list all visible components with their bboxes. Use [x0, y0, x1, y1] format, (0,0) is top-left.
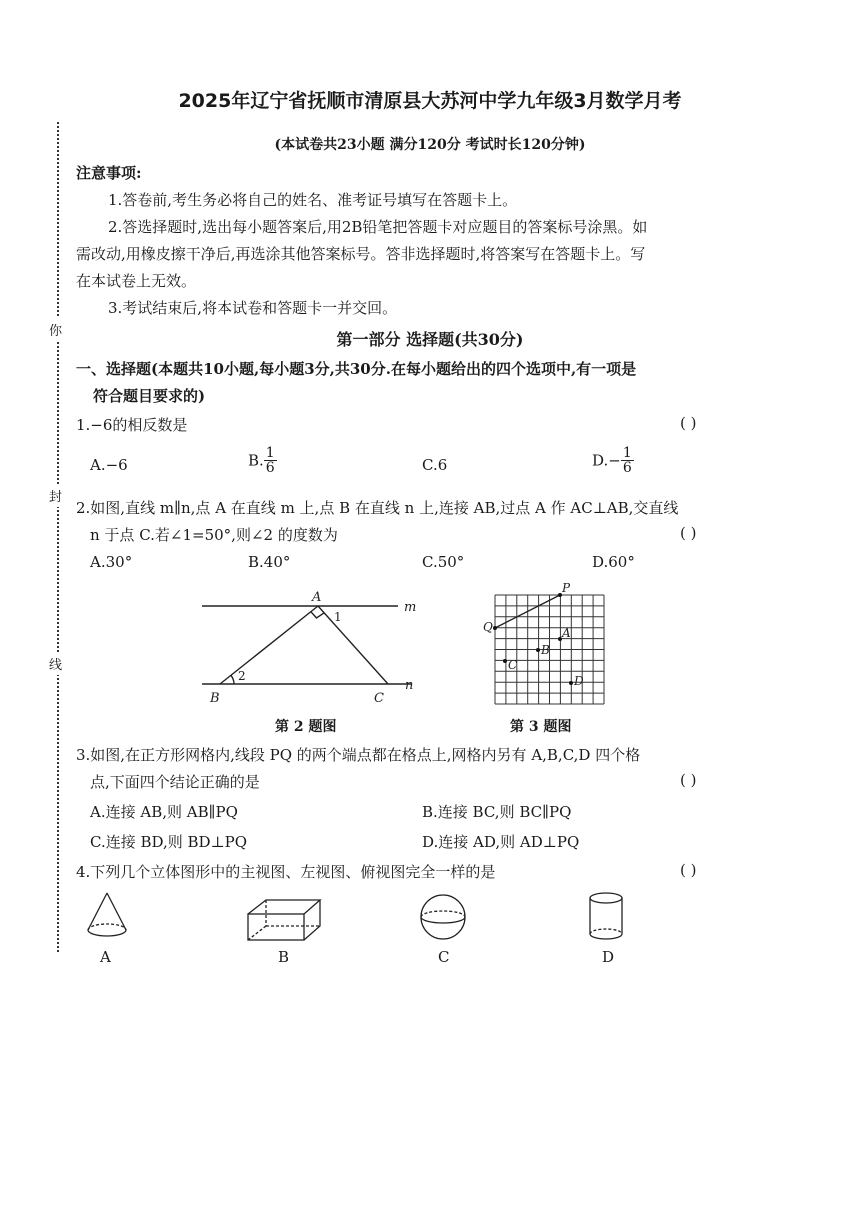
fraction-numerator: 1 [265, 445, 275, 461]
question-1-stem: 1.−6的相反数是 [76, 416, 188, 434]
fraction-denominator: 6 [622, 460, 632, 476]
section-instructions: 一、选择题(本题共10小题,每小题3分,共30分.在每小题给出的四个选项中,有一项是 [76, 360, 637, 378]
part1-heading: 第一部分 选择题(共30分) [336, 330, 524, 349]
answer-parenthesis: ( ) [680, 524, 697, 542]
point-b [536, 648, 540, 652]
right-angle-mark [311, 612, 324, 618]
point-label-d: D [574, 674, 584, 688]
notice-line: 1.答卷前,考生务必将自己的姓名、准考证号填写在答题卡上。 [108, 191, 518, 209]
q1-option-d-prefix: D.− [592, 451, 621, 470]
fraction [264, 446, 277, 475]
line-label-m: m [404, 600, 417, 615]
point-label-c: C [508, 658, 518, 672]
q1-option-b [248, 446, 277, 475]
line-label-n: n [405, 678, 414, 693]
notice-heading: 注意事项: [76, 164, 142, 182]
fraction [621, 446, 634, 475]
question-2-stem: 2.如图,直线 m∥n,点 A 在直线 m 上,点 B 在直线 n 上,连接 AB,过点 A 作 AC⊥AB,交直线 [76, 499, 679, 517]
cone-icon [84, 890, 130, 942]
notice-line: 在本试卷上无效。 [76, 272, 197, 290]
point-label-c: C [374, 691, 384, 706]
point-label-b: B [210, 691, 220, 706]
exam-subtitle: (本试卷共23小题 满分120分 考试时长120分钟) [274, 137, 586, 153]
margin-label: 线 [49, 652, 62, 675]
answer-parenthesis: ( ) [680, 771, 697, 789]
q4-option-b-label: B [278, 948, 290, 966]
point-c [503, 659, 507, 663]
q2-option-a: A.30° [90, 553, 133, 571]
answer-parenthesis: ( ) [680, 861, 697, 879]
point-label-a: A [562, 626, 571, 640]
question-2-stem: n 于点 C.若∠1=50°,则∠2 的度数为 [90, 526, 338, 544]
angle-2-arc [231, 675, 234, 684]
q4-option-c-label: C [438, 948, 450, 966]
q4-option-a-label: A [100, 948, 111, 966]
angle-label-1: 1 [334, 610, 342, 624]
cuboid-icon [244, 896, 324, 944]
binding-dotted-line [57, 122, 59, 952]
q2-option-d: D.60° [592, 553, 635, 571]
cylinder-icon [586, 890, 626, 944]
question-3-stem: 3.如图,在正方形网格内,线段 PQ 的两个端点都在格点上,网格内另有 A,B,C,D 四个格 [76, 746, 641, 764]
q4-option-d-label: D [602, 948, 615, 966]
q1-option-b-prefix: B. [248, 451, 264, 470]
fraction-denominator: 6 [265, 460, 275, 476]
segment-ab [220, 606, 318, 684]
point-label-a: A [312, 590, 322, 605]
notice-line: 需改动,用橡皮擦干净后,再选涂其他答案标号。答非选择题时,将答案写在答题卡上。写 [76, 245, 646, 263]
q1-option-d [592, 446, 634, 475]
point-q [493, 626, 497, 630]
answer-parenthesis: ( ) [680, 414, 697, 432]
question-3-stem: 点,下面四个结论正确的是 [90, 773, 260, 791]
q1-option-a: A.−6 [90, 456, 128, 474]
figure-2-caption: 第 2 题图 [275, 719, 337, 735]
point-label-b: B [541, 643, 550, 657]
figure-3-grid [478, 582, 618, 706]
q1-option-c: C.6 [422, 456, 448, 474]
sphere-icon [418, 892, 468, 942]
notice-line: 3.考试结束后,将本试卷和答题卡一并交回。 [108, 299, 398, 317]
q3-option-d: D.连接 AD,则 AD⊥PQ [422, 833, 580, 851]
q3-option-c: C.连接 BD,则 BD⊥PQ [90, 833, 248, 851]
point-d [569, 681, 573, 685]
segment-ac [318, 606, 388, 684]
q3-option-b: B.连接 BC,则 BC∥PQ [422, 803, 572, 821]
fraction-numerator: 1 [622, 445, 632, 461]
section-instructions: 符合题目要求的) [93, 387, 206, 405]
margin-label: 你 [49, 318, 62, 341]
question-4-stem: 4.下列几个立体图形中的主视图、左视图、俯视图完全一样的是 [76, 863, 496, 881]
point-label-q: Q [483, 620, 493, 634]
exam-title: 2025年辽宁省抚顺市清原县大苏河中学九年级3月数学月考 [178, 90, 682, 112]
q3-option-a: A.连接 AB,则 AB∥PQ [90, 803, 238, 821]
figure-3-caption: 第 3 题图 [510, 719, 572, 735]
point-label-p: P [562, 582, 571, 595]
q2-option-c: C.50° [422, 553, 465, 571]
figure-2-diagram [190, 586, 430, 712]
margin-label: 封 [49, 484, 62, 507]
q2-option-b: B.40° [248, 553, 291, 571]
notice-line: 2.答选择题时,选出每小题答案后,用2B铅笔把答题卡对应题目的答案标号涂黑。如 [108, 218, 648, 236]
angle-label-2: 2 [238, 669, 246, 683]
